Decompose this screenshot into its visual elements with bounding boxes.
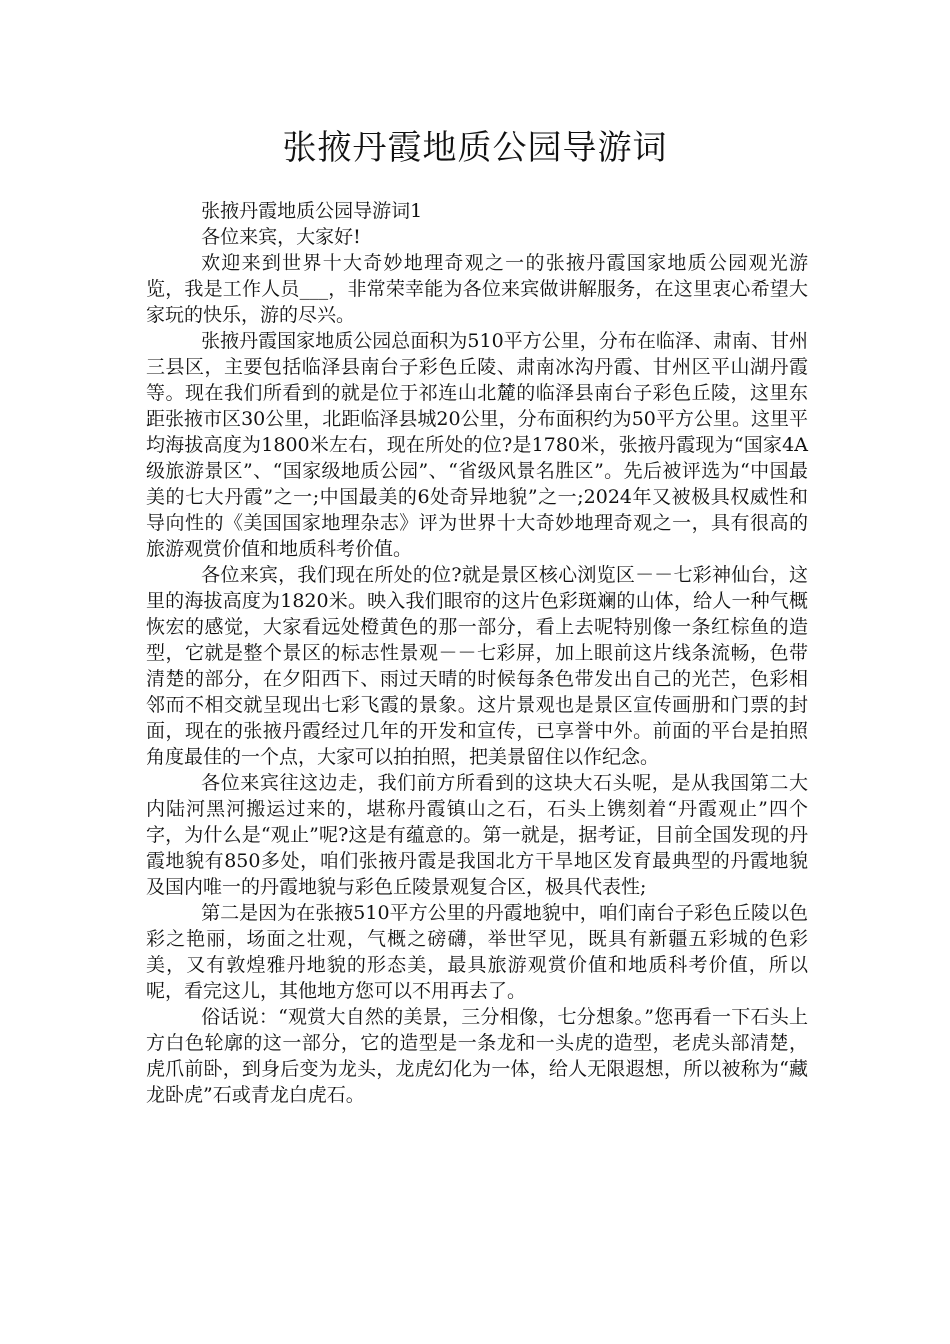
paragraph-park-overview: 张掖丹霞国家地质公园总面积为510平方公里，分布在临泽、肃南、甘州三县区，主要包括临泽县南台子彩色丘陵、肃南冰沟丹霞、甘州区平山湖丹霞等。现在我们所看到的就是位于祁连山北麓的临泽县南台子彩色丘陵，这里东距张掖市区30公里，北距临泽县城20公里，分布面积约为50平方公里。这里平均海拔高度为1800米左右，现在所处的位?是1780米，张掖丹霞现为“国家4A级旅游景区”、“国家级地质公园”、“省级风景名胜区”。先后被评选为“中国最美的七大丹霞”之一;中国最美的6处奇异地貌”之一;2024年又被极具权威性和导向性的《美国国家地理杂志》评为世界十大奇妙地理奇观之一，具有很高的旅游观赏价值和地质科考价值。: [146, 330, 808, 560]
document-title: 张掖丹霞地质公园导游词: [282, 128, 668, 168]
paragraph-greeting: 各位来宾，大家好!: [201, 226, 361, 248]
document-body: [146, 198, 808, 1108]
paragraph-dragon-tiger: 俗话说：“观赏大自然的美景，三分相像，七分想象。”您再看一下石头上方白色轮廓的这一部分，它的造型是一条龙和一头虎的造型，老虎头部清楚，虎爪前卧，到身后变为龙头，龙虎幻化为一体，给人无限遐想，所以被称为“藏龙卧虎”石或青龙白虎石。: [146, 1006, 808, 1106]
paragraph-qicai-platform: 各位来宾，我们现在所处的位?就是景区核心浏览区－－七彩神仙台，这里的海拔高度为1820米。映入我们眼帘的这片色彩斑斓的山体，给人一种气概恢宏的感觉，大家看远处橙黄色的那一部分，看上去呢特别像一条红棕鱼的造型，它就是整个景区的标志性景观－－七彩屏，加上眼前这片线条流畅，色带清楚的部分，在夕阳西下、雨过天晴的时候每条色带发出自己的光芒，色彩相邻而不相交就呈现出七彩飞霞的景象。这片景观也是景区宣传画册和门票的封面，现在的张掖丹霞经过几年的开发和宣传，已享誉中外。前面的平台是拍照角度最佳的一个点，大家可以拍拍照，把美景留住以作纪念。: [146, 564, 808, 768]
paragraph-heading: 张掖丹霞地质公园导游词1: [201, 200, 423, 222]
paragraph-guanzhi-stone: 各位来宾往这边走，我们前方所看到的这块大石头呢，是从我国第二大内陆河黑河搬运过来的，堪称丹霞镇山之石，石头上镌刻着“丹霞观止”四个字，为什么是“观止”呢?这是有蕴意的。第一就是，据考证，目前全国发现的丹霞地貌有850多处，咱们张掖丹霞是我国北方干旱地区发育最典型的丹霞地貌及国内唯一的丹霞地貌与彩色丘陵景观复合区，极具代表性;: [146, 772, 808, 898]
paragraph-second-reason: 第二是因为在张掖510平方公里的丹霞地貌中，咱们南台子彩色丘陵以色彩之艳丽，场面之壮观，气概之磅礴，举世罕见，既具有新疆五彩城的色彩美，又有敦煌雅丹地貌的形态美，最具旅游观赏价值和地质科考价值，所以呢，看完这儿，其他地方您可以不用再去了。: [146, 902, 808, 1002]
paragraph-welcome: 欢迎来到世界十大奇妙地理奇观之一的张掖丹霞国家地质公园观光游览，我是工作人员___，非常荣幸能为各位来宾做讲解服务，在这里衷心希望大家玩的快乐，游的尽兴。: [146, 252, 808, 326]
